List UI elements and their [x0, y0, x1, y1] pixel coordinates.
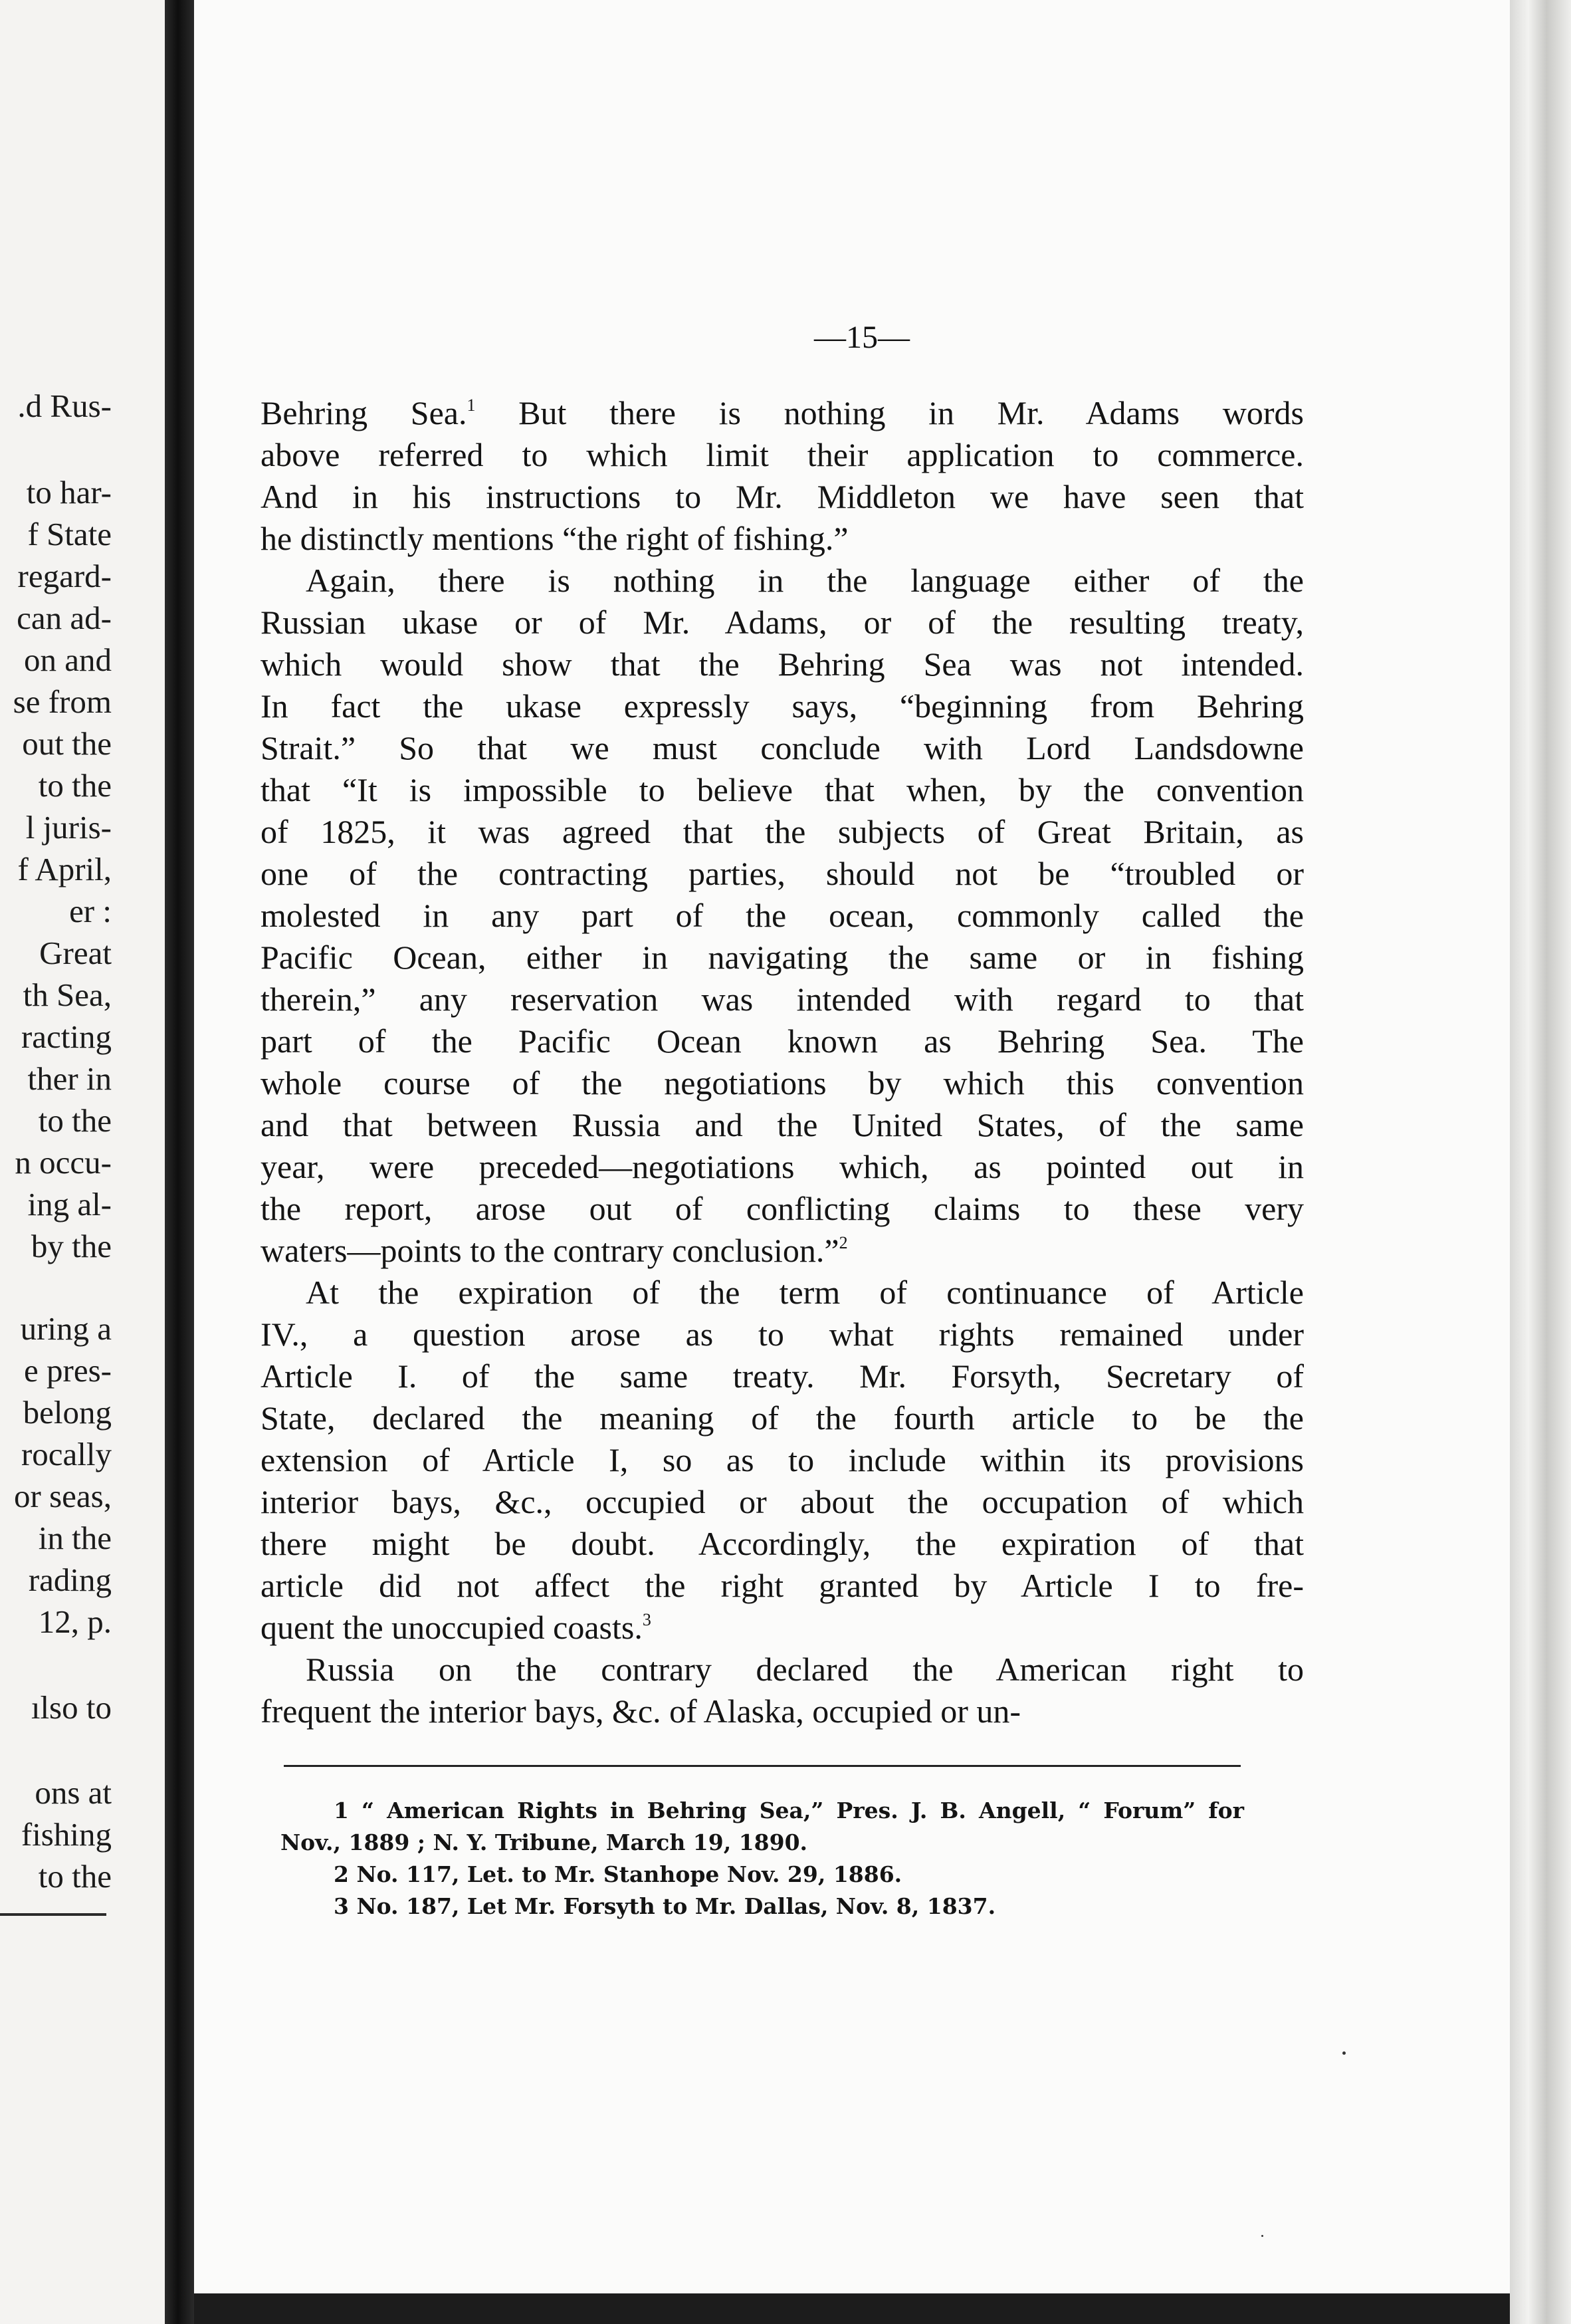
- text-line: [261, 811, 1304, 853]
- text-line: [261, 1272, 1304, 1314]
- text-line: [261, 643, 1304, 685]
- text-line-content: that “It is impossible to believe that when, by the convention: [261, 771, 1304, 808]
- left-page-fragment: to the: [38, 1102, 112, 1139]
- text-line-content: Russian ukase or of Mr. Adams, or of the resulting treaty,: [261, 604, 1304, 641]
- text-line: [261, 1690, 1304, 1732]
- text-line-content: quent the unoccupied coasts.: [261, 1609, 643, 1646]
- left-page-fragment: in the: [38, 1520, 112, 1556]
- text-line: [261, 1523, 1304, 1565]
- text-line: [261, 685, 1304, 727]
- left-page-fragment: er :: [69, 893, 112, 929]
- text-line: [261, 1146, 1304, 1188]
- text-line: [261, 434, 1304, 476]
- left-page-fragment: out the: [22, 725, 112, 762]
- left-page-footnote-rule: [0, 1913, 106, 1916]
- text-line-content: interior bays, &c., occupied or about the occupation of which: [261, 1483, 1304, 1520]
- left-page-fragment: regard-: [17, 558, 112, 594]
- text-line: [261, 518, 1304, 560]
- text-line-content: and that between Russia and the United States, of the same: [261, 1106, 1304, 1143]
- text-line-content: there might be doubt. Accordingly, the expiration of that: [261, 1525, 1304, 1562]
- footnote-3: 3 No. 187, Let Mr. Forsyth to Mr. Dallas, Nov. 8, 1837.: [334, 1893, 996, 1919]
- left-page-fragment: .d Rus-: [17, 388, 112, 424]
- page-number: —15—: [814, 320, 910, 355]
- text-line-content: part of the Pacific Ocean known as Behring Sea. The: [261, 1022, 1304, 1060]
- text-line-content: Again, there is nothing in the language either of the: [306, 562, 1304, 599]
- text-line: [261, 937, 1304, 979]
- text-line-content: Strait.” So that we must conclude with Lord Landsdowne: [261, 729, 1304, 766]
- text-line-content: State, declared the meaning of the fourth article to be the: [261, 1399, 1304, 1437]
- text-line-content: And in his instructions to Mr. Middleton we have seen that: [261, 478, 1304, 515]
- text-line: [261, 392, 1304, 434]
- left-page-fragment: ılso to: [31, 1689, 112, 1726]
- footnotes: [280, 1795, 1244, 1922]
- body-text: [261, 392, 1304, 1732]
- text-line: [261, 1397, 1304, 1439]
- footnote-marker: 1: [467, 396, 476, 415]
- text-line-content: therein,” any reservation was intended with regard to that: [261, 981, 1304, 1018]
- text-line-content: one of the contracting parties, should not be “troubled or: [261, 855, 1304, 892]
- left-page-fragment: f April,: [17, 851, 112, 887]
- text-line-content: frequent the interior bays, &c. of Alaska, occupied or un-: [261, 1692, 1021, 1730]
- text-line: [261, 769, 1304, 811]
- text-line-content: Article I. of the same treaty. Mr. Forsyth, Secretary of: [261, 1357, 1304, 1395]
- text-line-content: of 1825, it was agreed that the subjects of Great Britain, as: [261, 813, 1304, 850]
- text-line: [261, 1314, 1304, 1355]
- left-page-fragment: belong: [23, 1394, 112, 1431]
- text-line: [261, 476, 1304, 518]
- page-stack-edge: [1510, 0, 1571, 2324]
- text-line-content: extension of Article I, so as to include within its provisions: [261, 1441, 1304, 1478]
- text-line-content: he distinctly mentions “the right of fishing.”: [261, 520, 849, 557]
- scan-speck: [1342, 2051, 1346, 2055]
- text-line-content: waters—points to the contrary conclusion.”: [261, 1232, 839, 1269]
- text-line-content: year, were preceded—negotiations which, as pointed out in: [261, 1148, 1304, 1185]
- left-page-fragment: 12, p.: [38, 1603, 112, 1640]
- text-line: [261, 1607, 1304, 1649]
- left-page-fragment: se from: [13, 683, 112, 720]
- text-line: [261, 727, 1304, 769]
- text-line-content: But there is nothing in Mr. Adams words: [475, 394, 1304, 431]
- text-line-content: IV., a question arose as to what rights remained under: [261, 1316, 1304, 1353]
- footnote-marker: 3: [642, 1610, 651, 1629]
- left-page-fragment: th Sea,: [23, 977, 112, 1013]
- text-line-content: molested in any part of the ocean, commonly called the: [261, 897, 1304, 934]
- left-page-fragment: ther in: [27, 1060, 112, 1097]
- left-facing-page: [0, 0, 165, 2324]
- text-line: [261, 1020, 1304, 1062]
- text-line: [261, 1062, 1304, 1104]
- left-page-fragment: rading: [28, 1562, 112, 1598]
- text-line: [261, 1649, 1304, 1690]
- text-line: [261, 1565, 1304, 1607]
- text-line: [261, 1439, 1304, 1481]
- left-page-fragment: fishing: [21, 1816, 112, 1853]
- scan-speck: [1261, 2235, 1263, 2237]
- footnote-1-line-2: Nov., 1889 ; N. Y. Tribune, March 19, 1890.: [280, 1829, 808, 1855]
- text-line-content: Behring Sea.: [261, 394, 467, 431]
- text-line-content: In fact the ukase expressly says, “beginning from Behring: [261, 687, 1304, 725]
- left-page-fragment: or seas,: [14, 1478, 112, 1514]
- book-gutter: [165, 0, 194, 2324]
- text-line-content: Pacific Ocean, either in navigating the same or in fishing: [261, 939, 1304, 976]
- left-page-fragment: racting: [21, 1018, 112, 1055]
- text-line: [261, 895, 1304, 937]
- left-page-fragment: to the: [38, 1858, 112, 1895]
- main-page: [194, 0, 1510, 2293]
- left-page-fragment: ons at: [35, 1774, 112, 1811]
- left-page-fragment: uring a: [20, 1310, 112, 1347]
- text-line: [261, 1188, 1304, 1230]
- text-line-content: above referred to which limit their application to commerce.: [261, 436, 1304, 473]
- footnote-marker: 2: [839, 1233, 848, 1252]
- left-page-fragment: rocally: [21, 1436, 112, 1472]
- text-line: [261, 1481, 1304, 1523]
- left-page-fragment: to the: [38, 767, 112, 804]
- footnote-rule: [284, 1765, 1241, 1767]
- left-page-fragment: l juris-: [25, 809, 112, 846]
- left-page-fragment: to har-: [26, 474, 112, 511]
- left-page-fragment: n occu-: [15, 1144, 112, 1181]
- text-line: [261, 1355, 1304, 1397]
- footnote-1-line-1: 1 “ American Rights in Behring Sea,” Pres. J. B. Angell, “ Forum” for: [334, 1798, 1244, 1823]
- text-line-content: which would show that the Behring Sea was not intended.: [261, 645, 1304, 683]
- left-page-fragment: by the: [31, 1228, 112, 1264]
- text-line: [261, 979, 1304, 1020]
- text-line-content: the report, arose out of conflicting claims to these very: [261, 1190, 1304, 1227]
- left-page-fragment: can ad-: [17, 600, 112, 636]
- text-line: [261, 1104, 1304, 1146]
- text-line-content: whole course of the negotiations by which this convention: [261, 1064, 1304, 1102]
- footnote-2: 2 No. 117, Let. to Mr. Stanhope Nov. 29, 1886.: [334, 1861, 902, 1887]
- text-line: [261, 1230, 1304, 1272]
- text-line: [261, 853, 1304, 895]
- text-line-content: Russia on the contrary declared the American right to: [306, 1651, 1304, 1688]
- text-line: [261, 602, 1304, 643]
- left-page-fragment: on and: [24, 641, 112, 678]
- text-line: [261, 560, 1304, 602]
- left-page-fragment: e pres-: [24, 1352, 112, 1389]
- text-line-content: article did not affect the right granted by Article I to fre-: [261, 1567, 1304, 1604]
- left-page-fragment: ing al-: [27, 1186, 112, 1222]
- left-page-fragment: f State: [27, 516, 112, 552]
- left-page-fragment: Great: [39, 935, 112, 971]
- text-line-content: At the expiration of the term of continuance of Article: [306, 1274, 1304, 1311]
